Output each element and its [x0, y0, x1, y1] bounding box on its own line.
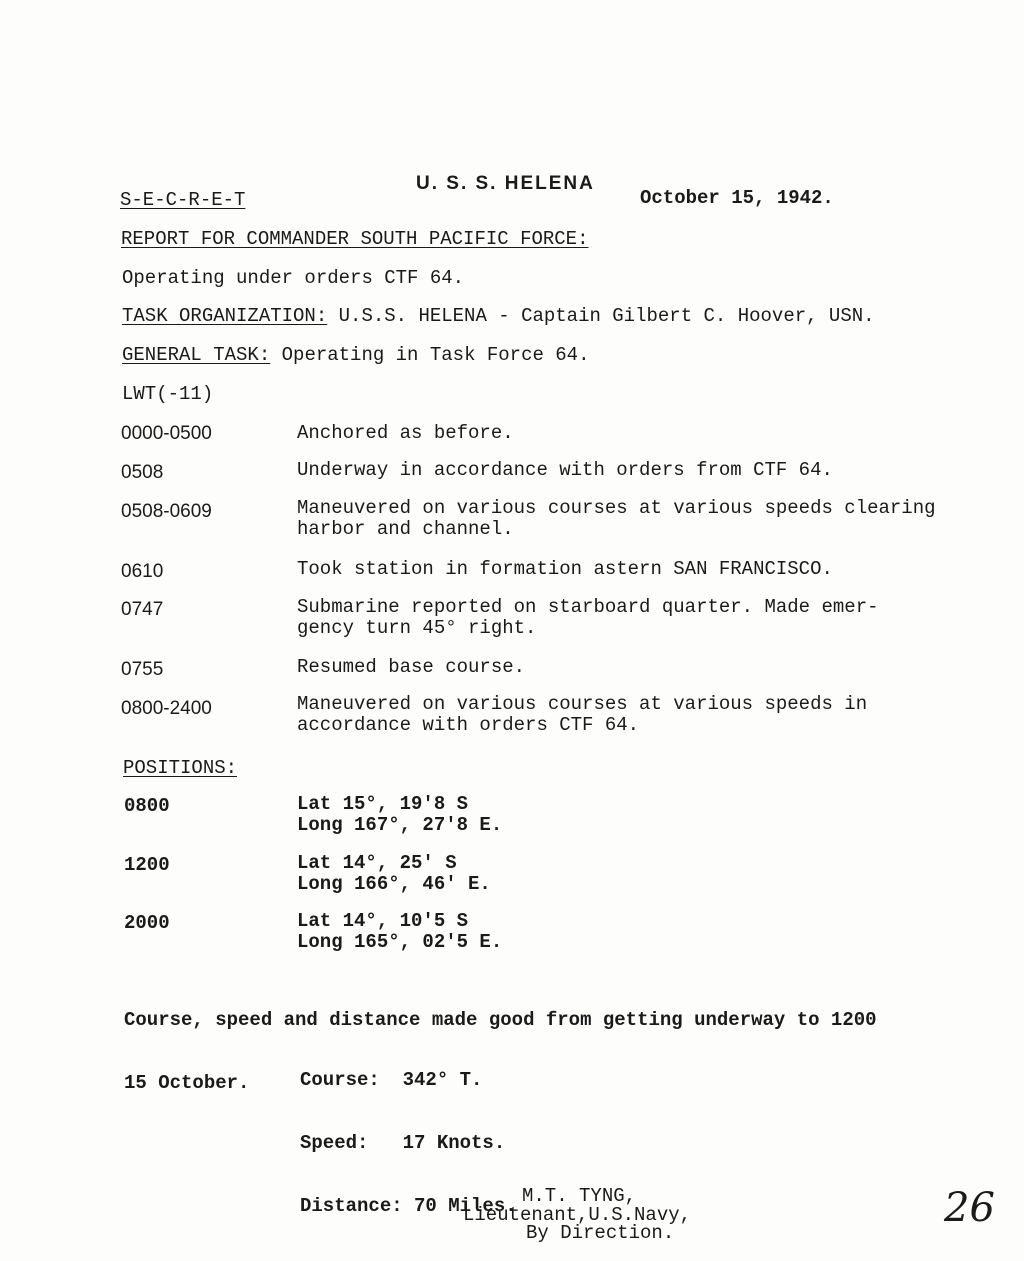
log-entry: [297, 657, 997, 678]
latitude: Lat 14°, 25' S: [297, 852, 457, 874]
longitude: Long 166°, 46' E.: [297, 873, 491, 895]
log-entry: [297, 460, 997, 481]
log-entry: [297, 498, 997, 540]
log-entry: [297, 694, 997, 736]
general-task-value: Operating in Task Force 64.: [281, 344, 590, 366]
log-line: Underway in accordance with orders from CTF 64.: [297, 459, 833, 481]
speed-made-good: Speed: 17 Knots.: [300, 1132, 506, 1154]
classification: S-E-C-R-E-T: [120, 189, 246, 211]
task-organization: [122, 306, 875, 327]
log-time: 0000-0500: [121, 423, 212, 444]
longitude: Long 167°, 27'8 E.: [297, 814, 503, 836]
log-line: Maneuvered on various courses at various speeds in: [297, 693, 868, 715]
log-entry: [297, 423, 997, 444]
latitude: Lat 15°, 19'8 S: [297, 793, 469, 815]
log-line: Submarine reported on starboard quarter. Made emer-: [297, 596, 879, 618]
signature-name: M.T. TYNG,: [522, 1185, 637, 1207]
general-task-label: GENERAL TASK:: [122, 344, 271, 366]
log-line: Maneuvered on various courses at various speeds clearing: [297, 497, 936, 519]
task-organization-value: U.S.S. HELENA - Captain Gilbert C. Hoover, USN.: [338, 305, 875, 327]
position-entry: [297, 853, 997, 895]
log-time: 0610: [121, 561, 164, 582]
report-title: REPORT FOR COMMANDER SOUTH PACIFIC FORCE:: [121, 228, 589, 250]
position-entry: [297, 911, 997, 953]
distance-made-good: Distance: 70 Miles.: [300, 1195, 517, 1217]
made-good-line: 15 October.: [124, 1072, 250, 1094]
log-line: accordance with orders CTF 64.: [297, 714, 640, 736]
log-line: Resumed base course.: [297, 656, 526, 678]
log-time: 0755: [121, 659, 164, 680]
log-time: 0747: [121, 599, 164, 620]
course-made-good: Course: 342° T.: [300, 1069, 483, 1091]
signature-direction: By Direction.: [526, 1222, 675, 1244]
positions-heading: POSITIONS:: [123, 757, 238, 779]
general-task: [122, 345, 590, 366]
page-number: 26: [944, 1185, 995, 1231]
position-time: 2000: [124, 912, 170, 934]
log-time: 0508-0609: [121, 501, 212, 522]
position-time: 0800: [124, 795, 170, 817]
task-organization-label: TASK ORGANIZATION:: [122, 305, 328, 327]
made-good-line: Course, speed and distance made good from getting underway to 1200: [124, 1009, 877, 1031]
log-line: gency turn 45° right.: [297, 617, 537, 639]
log-line: Took station in formation astern SAN FRANCISCO.: [297, 558, 833, 580]
log-time: 0800-2400: [121, 698, 212, 719]
signature-rank: Lieutenant,U.S.Navy,: [463, 1204, 692, 1226]
position-time: 1200: [124, 854, 170, 876]
log-line: harbor and channel.: [297, 518, 514, 540]
position-entry: [297, 794, 997, 836]
log-entry: [297, 597, 997, 639]
operating-orders: Operating under orders CTF 64.: [122, 267, 465, 289]
longitude: Long 165°, 02'5 E.: [297, 931, 503, 953]
log-line: Anchored as before.: [297, 422, 514, 444]
log-time: 0508: [121, 462, 164, 483]
ship-name: U. S. S. HELENA: [416, 173, 595, 194]
log-entry: [297, 559, 997, 580]
report-date: October 15, 1942.: [640, 187, 834, 209]
time-zone: LWT(-11): [122, 383, 214, 405]
latitude: Lat 14°, 10'5 S: [297, 910, 469, 932]
